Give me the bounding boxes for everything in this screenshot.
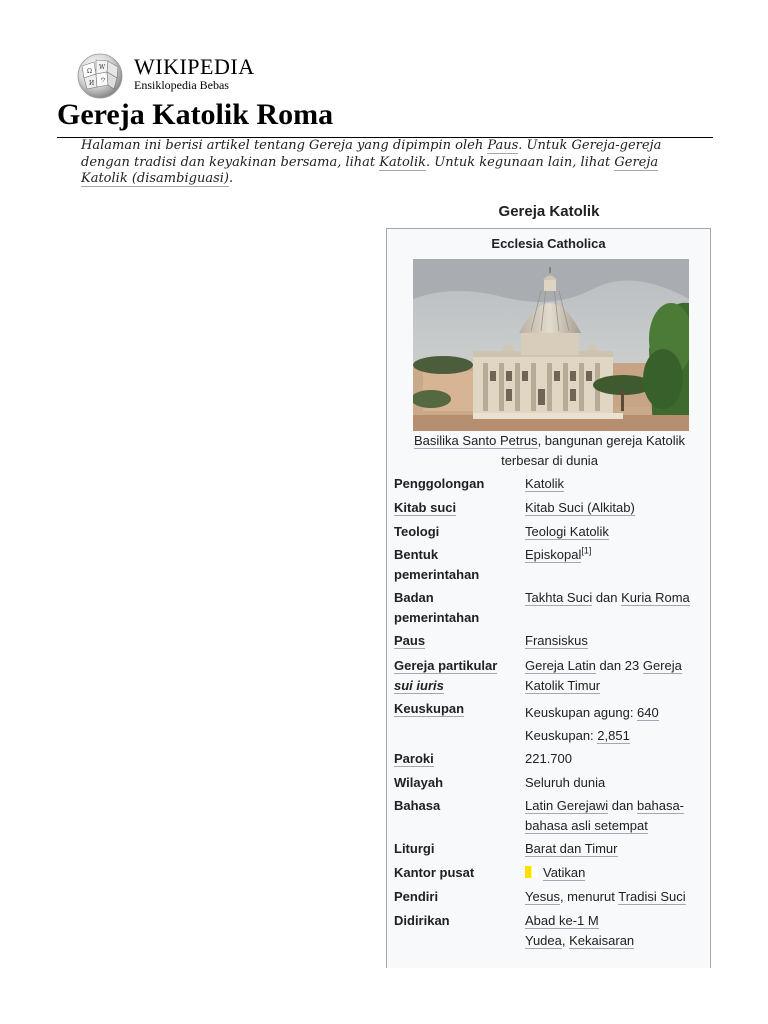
label-gereja-partikular[interactable]: Gereja partikular [394,658,498,673]
value-text: dan 23 [595,658,643,673]
wikipedia-globe-logo[interactable] [74,52,126,100]
link-katolik-value[interactable]: Katolik [525,476,565,491]
link-yesus[interactable]: Yesus [525,889,560,904]
infobox-title: Gereja Katolik [498,203,600,220]
image-caption [397,431,702,471]
label-teologi: Teologi [394,524,440,539]
hatnote-text: . Untuk Gereja-gereja dengan tradisi dan keyakinan bersama, lihat [81,138,662,170]
link-episkopal[interactable]: Episkopal [525,547,582,562]
link-keuskupan-count[interactable]: 2,851 [597,728,630,743]
reference-1[interactable]: [1] [581,545,592,556]
svg-text:Ω: Ω [87,68,92,75]
label-kantor-pusat: Kantor pusat [394,865,475,880]
link-kitab-suci-value[interactable]: Kitab Suci (Alkitab) [525,500,635,515]
label-wilayah: Wilayah [394,775,444,790]
link-takhta-suci[interactable]: Takhta Suci [525,590,593,605]
link-tradisi-suci[interactable]: Tradisi Suci [618,889,686,904]
label-keuskupan[interactable]: Keuskupan [394,701,465,716]
link-gereja-latin[interactable]: Gereja Latin [525,658,596,673]
link-latin-gerejawi[interactable]: Latin Gerejawi [525,798,609,813]
svg-text:ウ: ウ [100,77,107,84]
link-keuskupan-agung-count[interactable]: 640 [637,705,659,720]
link-basilika-santo-petrus[interactable]: Basilika Santo Petrus [413,433,538,448]
hatnote-text: Halaman ini berisi artikel tentang Gereja yang dipimpin oleh [81,138,488,153]
value-text: , [561,932,570,948]
label-paus[interactable]: Paus [394,633,426,648]
label-bentuk-pemerintahan: Bentuk pemerintahan [394,547,480,582]
link-fransiskus[interactable]: Fransiskus [525,633,588,648]
label-didirikan: Didirikan [394,913,450,928]
hatnote [81,138,681,188]
link-kekaisaran[interactable]: Kekaisaran [569,932,635,948]
link-barat-dan-timur[interactable]: Barat dan Timur [525,841,618,856]
value-text: , menurut [559,889,619,904]
link-bahasa-asli[interactable]: bahasa-bahasa asli setempat [525,798,685,833]
wikipedia-wordmark[interactable]: WIKIPEDIA [134,54,255,79]
link-yudea[interactable]: Yudea [525,932,562,948]
link-vatikan[interactable]: Vatikan [543,865,586,880]
value-text: dan [592,590,622,605]
page-title: Gereja Katolik Roma [57,98,334,131]
caption-text: , bangunan gereja Katolik terbesar di dunia [501,433,686,468]
label-paroki[interactable]: Paroki [394,751,434,766]
value-text: dan [608,798,638,813]
value-wilayah: Seluruh dunia [525,775,606,790]
link-disambiguasi[interactable]: Gereja Katolik (disambiguasi) [81,154,659,186]
label-kitab-suci[interactable]: Kitab suci [394,500,457,515]
label-liturgi: Liturgi [394,841,435,856]
link-gereja-katolik-timur[interactable]: Gereja Katolik Timur [525,658,682,693]
value-text: Keuskupan agung: [525,705,638,720]
basilica-photo[interactable] [413,259,689,431]
label-bahasa: Bahasa [394,798,441,813]
infobox-latin-name: Ecclesia Catholica [491,236,606,251]
svg-text:И: И [89,80,95,87]
value-text: Keuskupan: [525,728,598,743]
link-teologi-katolik[interactable]: Teologi Katolik [525,524,609,539]
vatican-flag-icon [525,866,538,878]
label-sui-iuris[interactable]: sui iuris [394,677,444,693]
link-katolik[interactable]: Katolik [379,154,427,170]
hatnote-text: . Untuk kegunaan lain, lihat [426,154,615,170]
label-badan-pemerintahan: Badan pemerintahan [394,590,480,625]
link-kuria-roma[interactable]: Kuria Roma [621,590,690,605]
wikipedia-tagline: Ensiklopedia Bebas [134,78,229,92]
label-pendiri: Pendiri [394,889,439,904]
hatnote-text: . [228,171,234,186]
svg-text:W: W [99,64,106,71]
infobox [386,228,711,968]
link-abad-ke-1[interactable]: Abad ke-1 M [525,913,599,928]
label-penggolongan: Penggolongan [394,476,485,491]
link-paus[interactable]: Paus [487,138,519,153]
value-paroki: 221.700 [525,751,572,766]
